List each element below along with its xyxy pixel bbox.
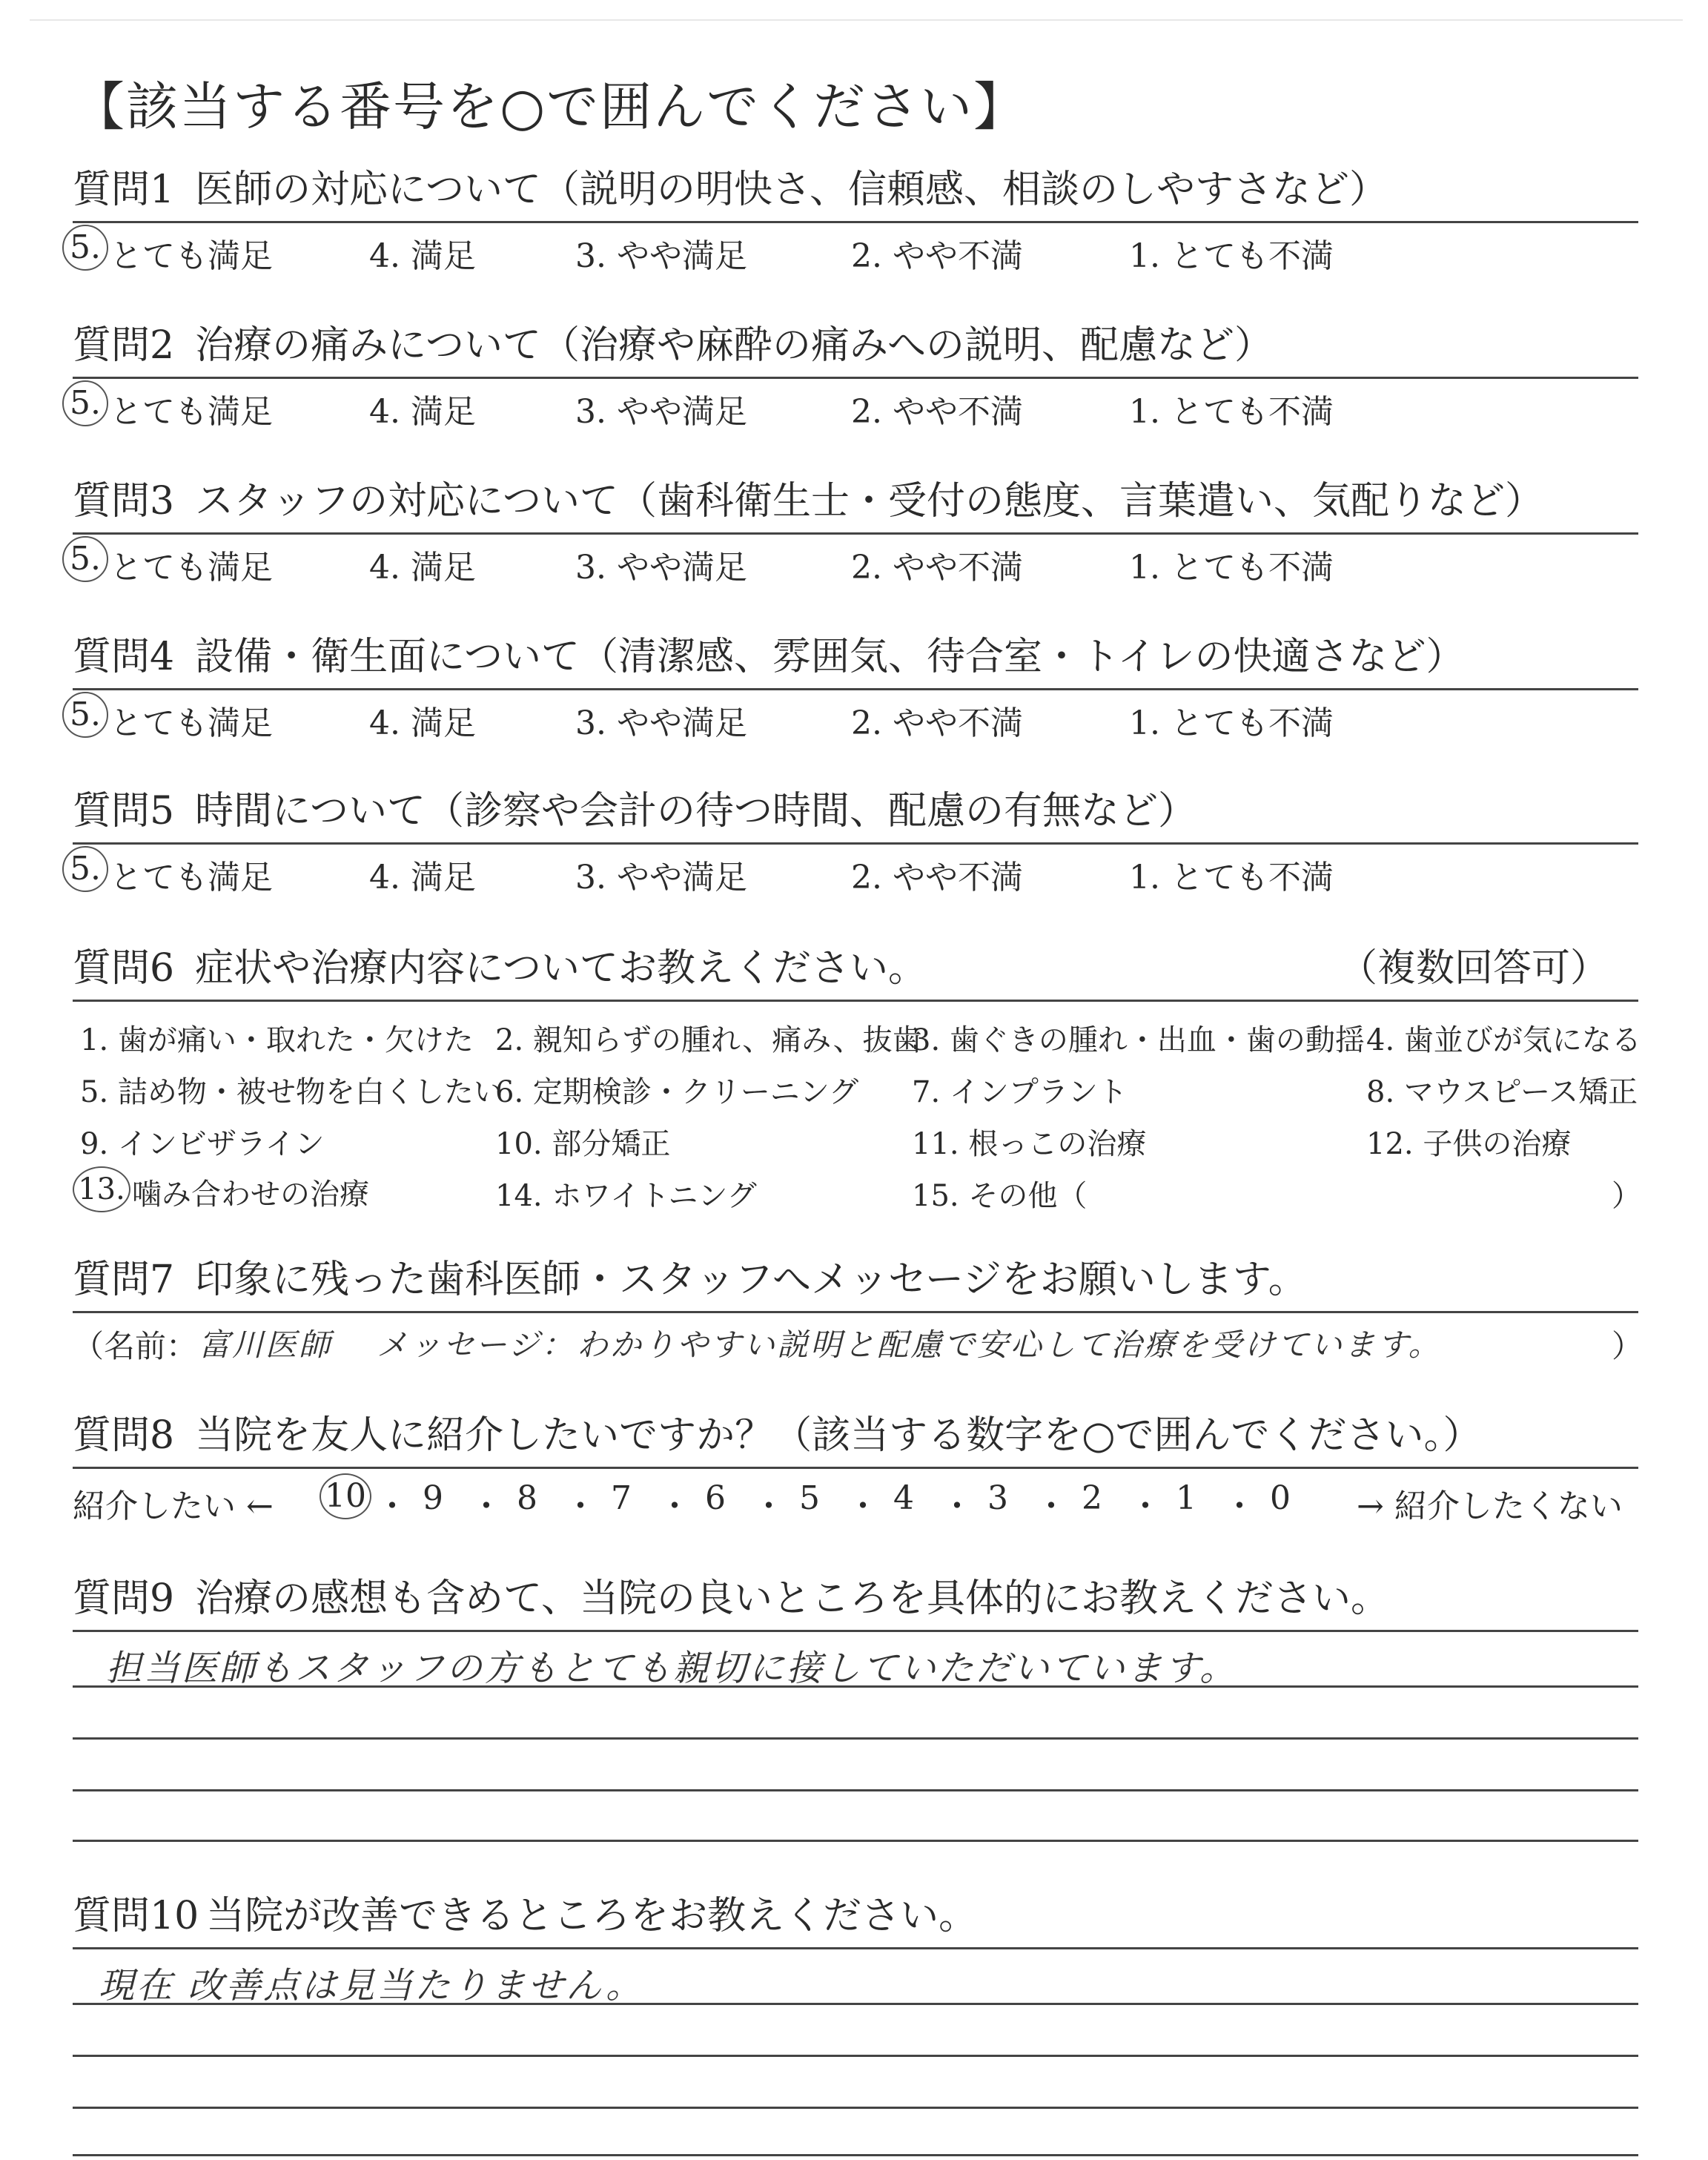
- scale-separator: ・: [941, 1487, 973, 1525]
- option-2[interactable]: 2. やや不満: [851, 549, 1023, 587]
- answer-lines[interactable]: [73, 1949, 1638, 2157]
- symptom-option[interactable]: 7. インプラント: [912, 1075, 1128, 1109]
- question-number: 質問3: [73, 479, 175, 524]
- rating-options: [70, 690, 1638, 742]
- option-label: とても満足: [110, 859, 273, 896]
- symptom-option-other[interactable]: 15. その他（: [912, 1179, 1088, 1213]
- scale-separator: ・: [1129, 1487, 1162, 1525]
- option-3[interactable]: 3. やや満足: [575, 859, 747, 896]
- scale-option-3[interactable]: 3: [987, 1479, 1008, 1517]
- question-9: [73, 1576, 1638, 1847]
- question-title: 治療の感想も含めて、当院の良いところを具体的にお教えください。: [195, 1576, 1390, 1621]
- selected-circle: 13.: [73, 1166, 130, 1212]
- question-title: 症状や治療内容についてお教えください。: [195, 946, 927, 991]
- question-title: 時間について（診察や会計の待つ時間、配慮の有無など）: [195, 789, 1197, 833]
- symptom-option[interactable]: 5. 詰め物・被せ物を白くしたい: [80, 1075, 503, 1109]
- message-close-paren: ）: [1612, 1328, 1644, 1364]
- question-number: 質問4: [73, 635, 175, 679]
- option-2[interactable]: 2. やや不満: [851, 859, 1023, 896]
- option-1[interactable]: 1. とても不満: [1129, 704, 1334, 742]
- writing-line: [73, 1789, 1638, 1791]
- question-title: 医師の対応について（説明の明快さ、信頼感、相談のしやすさなど）: [195, 168, 1388, 212]
- scale-option-1[interactable]: 1: [1176, 1479, 1196, 1517]
- question-title: 設備・衛生面について（清潔感、雰囲気、待合室・トイレの快適さなど）: [195, 635, 1465, 679]
- question-number: 質問7: [73, 1258, 175, 1302]
- question-number: 質問8: [73, 1413, 175, 1458]
- question-10: [73, 1894, 1638, 2157]
- scale-separator: ・: [376, 1487, 408, 1525]
- option-2[interactable]: 2. やや不満: [851, 704, 1023, 742]
- question-2: [70, 323, 1638, 431]
- option-label: とても満足: [110, 704, 273, 742]
- top-divider: [30, 19, 1683, 21]
- option-label: 噛み合わせの治療: [132, 1178, 369, 1212]
- rating-options: [70, 535, 1638, 587]
- symptom-option[interactable]: 11. 根っこの治療: [912, 1127, 1147, 1161]
- question-number: 質問9: [73, 1576, 175, 1621]
- option-5[interactable]: [70, 540, 273, 588]
- referral-scale: [73, 1469, 1638, 1525]
- symptom-option[interactable]: 3. 歯ぐきの腫れ・出血・歯の動揺: [912, 1023, 1365, 1057]
- option-4[interactable]: 4. 満足: [369, 393, 476, 431]
- rating-options: [70, 379, 1638, 431]
- scale-option-7[interactable]: 7: [611, 1479, 632, 1517]
- writing-line: [73, 1737, 1638, 1740]
- question-title: 印象に残った歯科医師・スタッフへメッセージをお願いします。: [195, 1258, 1307, 1302]
- option-5[interactable]: [70, 850, 273, 898]
- selected-circle: 5.: [62, 692, 108, 738]
- question-number: 質問10: [73, 1894, 199, 1938]
- question-6: [73, 946, 1641, 1217]
- handwritten-answer: 現在 改善点は見当たりません。: [99, 1965, 644, 2007]
- question-title: スタッフの対応について（歯科衛生士・受付の態度、言葉遣い、気配りなど）: [195, 479, 1544, 524]
- writing-line: [73, 2003, 1638, 2005]
- scale-option-9[interactable]: 9: [423, 1479, 443, 1517]
- selected-circle: 5.: [62, 225, 108, 271]
- scale-option-10[interactable]: 10: [320, 1473, 371, 1519]
- selected-circle: 5.: [62, 380, 108, 426]
- symptom-option[interactable]: 2. 親知らずの腫れ、痛み、抜歯: [495, 1023, 922, 1057]
- option-4[interactable]: 4. 満足: [369, 704, 476, 742]
- symptom-option[interactable]: 8. マウスピース矯正: [1366, 1075, 1638, 1109]
- scale-separator: ・: [470, 1487, 503, 1525]
- option-3[interactable]: 3. やや満足: [575, 393, 747, 431]
- scale-left-label: 紹介したい ←: [73, 1487, 274, 1525]
- question-5: [70, 789, 1638, 896]
- option-4[interactable]: 4. 満足: [369, 549, 476, 587]
- option-1[interactable]: 1. とても不満: [1129, 549, 1334, 587]
- scale-separator: ・: [658, 1487, 691, 1525]
- writing-line: [73, 1840, 1638, 1842]
- question-title: 当院が改善できるところをお教えください。: [206, 1894, 978, 1938]
- symptom-option[interactable]: 14. ホワイトニング: [495, 1179, 757, 1213]
- question-number: 質問5: [73, 789, 175, 833]
- writing-line: [73, 2055, 1638, 2057]
- rating-options: [70, 223, 1638, 275]
- symptom-option[interactable]: 9. インビザライン: [80, 1127, 325, 1161]
- option-2[interactable]: 2. やや不満: [851, 237, 1023, 275]
- option-1[interactable]: 1. とても不満: [1129, 393, 1334, 431]
- option-3[interactable]: 3. やや満足: [575, 704, 747, 742]
- scale-option-4[interactable]: 4: [893, 1479, 914, 1517]
- option-label: とても満足: [110, 237, 273, 275]
- scale-option-0[interactable]: 0: [1270, 1479, 1291, 1517]
- question-3: [70, 479, 1638, 587]
- message-label: メッセージ：: [377, 1327, 575, 1363]
- option-label: とても満足: [110, 393, 273, 431]
- question-number: 質問2: [73, 323, 175, 368]
- symptom-option[interactable]: 4. 歯並びが気になる: [1366, 1023, 1641, 1057]
- scale-right-label: → 紹介したくない: [1357, 1487, 1623, 1525]
- question-8: [73, 1413, 1638, 1525]
- symptom-options: [73, 1002, 1641, 1217]
- page-heading: 【該当する番号を○で囲んでください】: [73, 76, 1027, 137]
- rating-options: [70, 845, 1638, 896]
- writing-line: [73, 1685, 1638, 1688]
- symptom-option[interactable]: 10. 部分矯正: [495, 1127, 671, 1161]
- handwritten-message: わかりやすい説明と配慮で安心して治療を受けています。: [577, 1327, 1442, 1363]
- question-title: 治療の痛みについて（治療や麻酔の痛みへの説明、配慮など）: [195, 323, 1274, 368]
- message-field[interactable]: [73, 1313, 1644, 1365]
- writing-line: [73, 2154, 1638, 2156]
- scale-separator: ・: [847, 1487, 879, 1525]
- option-4[interactable]: 4. 満足: [369, 859, 476, 896]
- option-3[interactable]: 3. やや満足: [575, 549, 747, 587]
- question-1: [70, 168, 1638, 275]
- scale-option-2[interactable]: 2: [1082, 1479, 1102, 1517]
- multiple-answers-note: （複数回答可）: [1338, 946, 1609, 991]
- symptom-option[interactable]: 6. 定期検診・クリーニング: [495, 1075, 859, 1109]
- other-close-paren: ）: [1612, 1179, 1641, 1213]
- answer-lines[interactable]: [73, 1632, 1638, 1847]
- option-5[interactable]: [70, 228, 273, 277]
- selected-circle: 5.: [62, 536, 108, 582]
- scale-separator: ・: [1223, 1487, 1256, 1525]
- scale-option-6[interactable]: 6: [705, 1479, 726, 1517]
- question-7: [73, 1258, 1644, 1365]
- scale-separator: ・: [564, 1487, 597, 1525]
- question-number: 質問6: [73, 946, 175, 991]
- scale-option-8[interactable]: 8: [517, 1479, 537, 1517]
- writing-line: [73, 2107, 1638, 2109]
- option-2[interactable]: 2. やや不満: [851, 393, 1023, 431]
- option-3[interactable]: 3. やや満足: [575, 237, 747, 275]
- option-5[interactable]: [70, 384, 273, 432]
- handwritten-name: 富川医師: [199, 1327, 333, 1363]
- option-1[interactable]: 1. とても不満: [1129, 237, 1334, 275]
- handwritten-answer: 担当医師もスタッフの方もとても親切に接していただいています。: [106, 1648, 1238, 1689]
- symptom-option[interactable]: 12. 子供の治療: [1366, 1127, 1572, 1161]
- question-4: [70, 635, 1638, 742]
- scale-separator: ・: [752, 1487, 785, 1525]
- symptom-option[interactable]: 1. 歯が痛い・取れた・欠けた: [80, 1023, 474, 1057]
- selected-circle: 5.: [62, 846, 108, 892]
- name-open: （名前：: [73, 1328, 198, 1364]
- question-number: 質問1: [73, 168, 175, 212]
- symptom-option-13[interactable]: [80, 1171, 369, 1213]
- option-4[interactable]: 4. 満足: [369, 237, 476, 275]
- option-1[interactable]: 1. とても不満: [1129, 859, 1334, 896]
- option-label: とても満足: [110, 549, 273, 587]
- question-title: 当院を友人に紹介したいですか？（該当する数字を○で囲んでください。）: [195, 1413, 1482, 1458]
- option-5[interactable]: [70, 696, 273, 744]
- scale-option-5[interactable]: 5: [799, 1479, 820, 1517]
- scale-separator: ・: [1035, 1487, 1068, 1525]
